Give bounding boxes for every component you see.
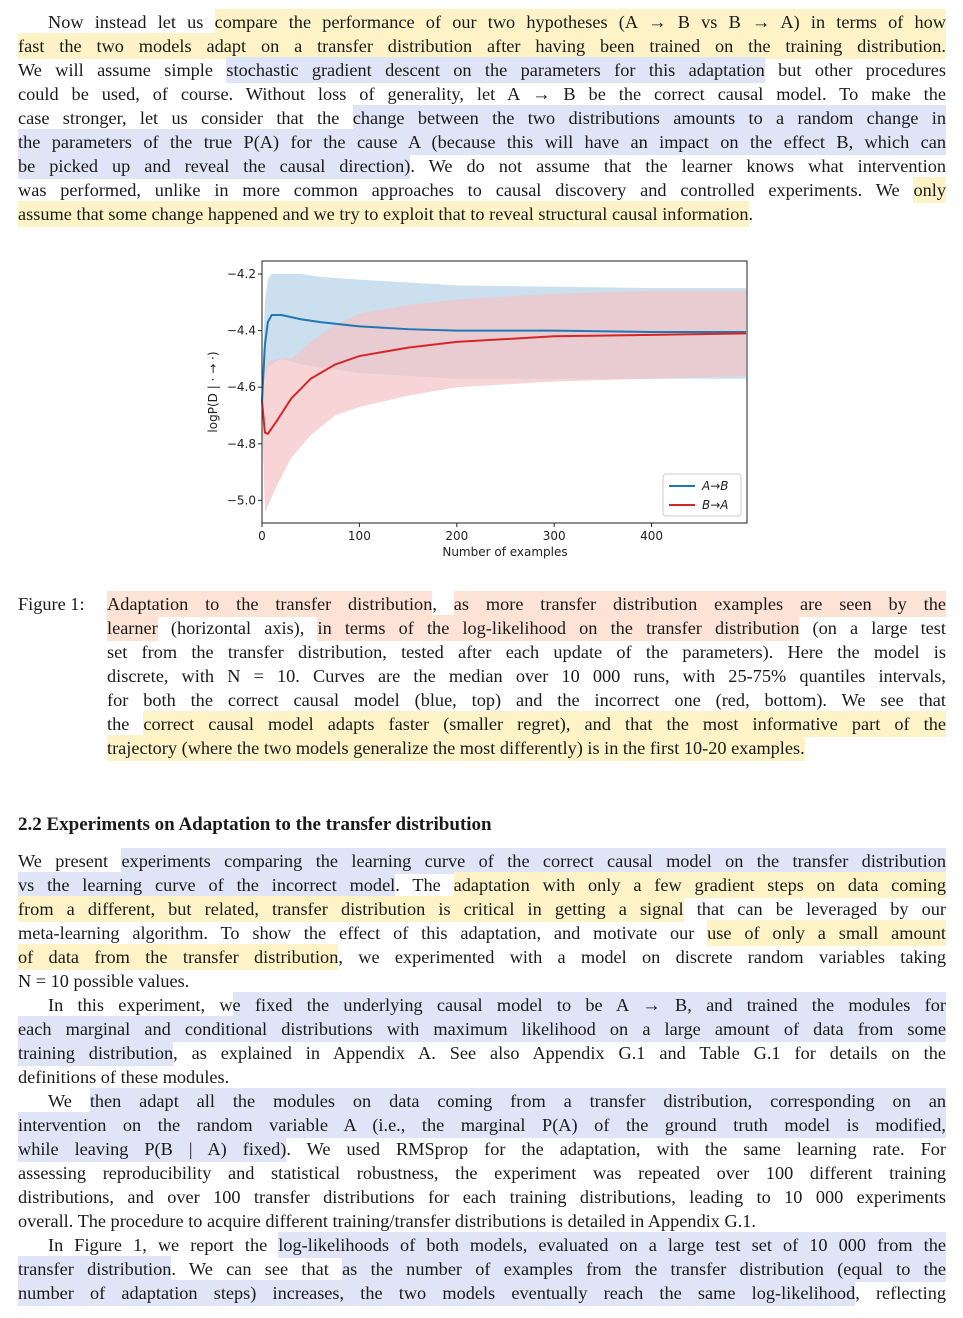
text-line: [18, 1089, 946, 1113]
text-line: [18, 993, 946, 1017]
highlight-yellow: fast the two models adapt on a transfer distribution after having been trained on the training distribution.: [18, 33, 946, 59]
highlight-blue: number of adaptation steps) increases, the two models eventually reach the same log-likelihood: [18, 1280, 855, 1306]
text-line: [18, 1161, 946, 1185]
highlight-blue: while leaving P(B | A) fixed): [18, 1136, 286, 1162]
text-line: [18, 1137, 946, 1161]
text-segment: . We used RMSprop for the adaptation, with the same learning rate. For: [286, 1139, 946, 1159]
text-line: [18, 1041, 946, 1065]
x-axis-label: Number of examples: [442, 545, 568, 559]
text-line: [18, 34, 946, 58]
text-line: [107, 640, 946, 664]
text-segment: (horizontal axis),: [157, 618, 318, 638]
text-line: [18, 58, 946, 82]
text-line: [107, 712, 946, 736]
text-segment: N = 10 possible values.: [18, 971, 190, 991]
highlight-yellow: adaptation with only a few gradient steps on data coming: [454, 872, 946, 898]
intro-paragraph: [18, 10, 946, 226]
text-segment: We present: [18, 851, 122, 871]
y-tick-label: −4.2: [226, 267, 256, 282]
y-tick-label: −5.0: [226, 493, 256, 508]
text-segment: Now instead let us: [48, 12, 215, 32]
highlight-yellow: use of only a small amount: [707, 920, 946, 946]
highlight-orange: in terms of the log-likelihood on the transfer distribution: [317, 615, 799, 641]
highlight-yellow: assume that some change happened and we try to exploit that to reveal structural causal information: [18, 201, 749, 227]
x-tick-label: 100: [347, 529, 371, 543]
text-segment: set from the transfer distribution, tested after each update of the parameters). Here the model is: [107, 642, 946, 662]
text-line: [18, 969, 946, 993]
highlight-yellow: from a different, but related, transfer distribution is critical in getting a signal: [18, 896, 684, 922]
text-segment: . The: [395, 875, 454, 895]
legend-label-a-to-b: A→B: [702, 479, 729, 493]
text-segment: distributions, and over 100 transfer distributions for each training distributions, leading to 10 000 experiments: [18, 1187, 946, 1207]
y-tick-label: −4.6: [226, 380, 256, 395]
text-segment: . We do not assume that the learner knows what intervention: [410, 156, 946, 176]
highlight-blue: then adapt all the modules on data coming from a transfer distribution, corresponding on an: [90, 1088, 946, 1114]
text-line: [18, 82, 946, 106]
x-tick-label: 0: [258, 529, 266, 543]
text-line: [107, 688, 946, 712]
highlight-yellow: only: [913, 177, 946, 203]
figure-1-chart: [195, 250, 765, 570]
x-tick-label: 300: [542, 529, 566, 543]
text-segment: but other procedures: [764, 60, 946, 80]
text-segment: We: [48, 1091, 90, 1111]
text-line: [107, 664, 946, 688]
text-segment: the: [107, 714, 144, 734]
highlight-blue: log-likelihoods of both models, evaluated on a large test set of 10 000 from the: [278, 1232, 946, 1258]
text-segment: overall. The procedure to acquire different training/transfer distributions is detailed in Appendix G.1.: [18, 1211, 756, 1231]
text-segment: , as explained in Appendix A. See also Appendix G.1 and Table G.1 for details on the: [173, 1043, 946, 1063]
text-line: [18, 1113, 946, 1137]
legend: [663, 474, 741, 516]
text-line: [18, 1281, 946, 1305]
highlight-blue: experiments comparing the learning curve of the correct causal model on the transfer distribution: [121, 848, 946, 874]
text-segment: ,: [432, 594, 454, 614]
highlight-orange: learner: [107, 615, 158, 641]
text-segment: was performed, unlike in more common approaches to causal discovery and controlled experiments. We: [18, 180, 914, 200]
text-line: [107, 592, 946, 616]
legend-label-b-to-a: B→A: [702, 498, 729, 512]
highlight-blue: training distribution: [18, 1040, 173, 1066]
highlight-blue: intervention on the random variable A (i.e., the marginal P(A) of the ground truth model is modified,: [18, 1112, 946, 1138]
text-line: [18, 921, 946, 945]
highlight-blue: each marginal and conditional distributions with maximum likelihood on a large amount of data from some: [18, 1016, 946, 1042]
x-tick-label: 200: [445, 529, 469, 543]
text-line: [18, 178, 946, 202]
figure-label: Figure 1:: [18, 594, 85, 614]
text-line: [18, 1065, 946, 1089]
figure-caption: [107, 592, 946, 760]
text-line: [18, 945, 946, 969]
y-tick-label: −4.8: [226, 436, 256, 451]
text-segment: discrete, with N = 10. Curves are the median over 10 000 runs, with 25-75% quantiles intervals,: [107, 666, 946, 686]
text-line: [18, 130, 946, 154]
text-line: [18, 897, 946, 921]
highlight-blue: transfer distribution: [18, 1256, 171, 1282]
text-line: [18, 873, 946, 897]
y-tick-label: −4.4: [226, 323, 256, 338]
text-segment: , we experimented with a model on discrete random variables taking: [338, 947, 946, 967]
text-line: [18, 1209, 946, 1233]
highlight-orange: as more transfer distribution examples are seen by the: [454, 591, 946, 617]
highlight-blue: as the number of examples from the transfer distribution (equal to the: [342, 1256, 946, 1282]
text-segment: for both the correct causal model (blue, top) and the incorrect one (red, bottom). We see that: [107, 690, 946, 710]
highlight-yellow: trajectory (where the two models generalize the most differently) is in the first 10-20 examples.: [107, 735, 805, 761]
text-line: [107, 736, 946, 760]
text-segment: .: [748, 204, 754, 224]
text-segment: , reflecting: [855, 1283, 946, 1303]
text-segment: We will assume simple: [18, 60, 227, 80]
text-segment: (on a large test: [799, 618, 946, 638]
text-segment: In this experiment, w: [48, 995, 233, 1015]
text-line: [18, 202, 946, 226]
x-tick-label: 400: [640, 529, 664, 543]
highlight-yellow: correct causal model adapts faster (smaller regret), and that the most informative part of the: [143, 711, 946, 737]
text-line: [18, 106, 946, 130]
text-line: [18, 1233, 946, 1257]
section-body: [18, 849, 946, 1305]
text-segment: that can be leveraged by our: [683, 899, 947, 919]
highlight-yellow: of data from the transfer distribution: [18, 944, 338, 970]
text-segment: . We can see that: [171, 1259, 343, 1279]
highlight-orange: Adaptation to the transfer distribution: [107, 591, 432, 617]
text-segment: could be used, of course. Without loss of generality, let A → B be the correct causal model. To make the: [18, 84, 946, 104]
text-line: [18, 1017, 946, 1041]
text-segment: meta-learning algorithm. To show the effect of this adaptation, and motivate our: [18, 923, 708, 943]
highlight-blue: change between the two distributions amounts to a random change in: [353, 105, 946, 131]
highlight-blue: vs the learning curve of the incorrect model: [18, 872, 395, 898]
text-segment: case stronger, let us consider that the: [18, 108, 353, 128]
text-line: [107, 616, 946, 640]
text-line: [18, 1185, 946, 1209]
highlight-blue: stochastic gradient descent on the parameters for this adaptation: [226, 57, 764, 83]
text-line: [18, 849, 946, 873]
y-axis-label: logP(D | · → ·): [206, 351, 220, 433]
highlight-blue: be picked up and reveal the causal direction): [18, 153, 410, 179]
text-segment: In Figure 1, we report the: [48, 1235, 279, 1255]
text-line: [18, 1257, 946, 1281]
text-line: [18, 10, 946, 34]
highlight-blue: the parameters of the true P(A) for the cause A (because this will have an impact on the effect B, which can: [18, 129, 946, 155]
text-line: [18, 154, 946, 178]
section-heading: 2.2 Experiments on Adaptation to the transfer distribution: [18, 814, 492, 835]
highlight-blue: e fixed the underlying causal model to be A → B, and trained the modules for: [233, 992, 946, 1018]
text-segment: assessing reproducibility and statistical robustness, the experiment was repeated over 100 different training: [18, 1163, 946, 1183]
text-segment: definitions of these modules.: [18, 1067, 230, 1087]
highlight-yellow: compare the performance of our two hypotheses (A → B vs B → A) in terms of how: [215, 9, 946, 35]
